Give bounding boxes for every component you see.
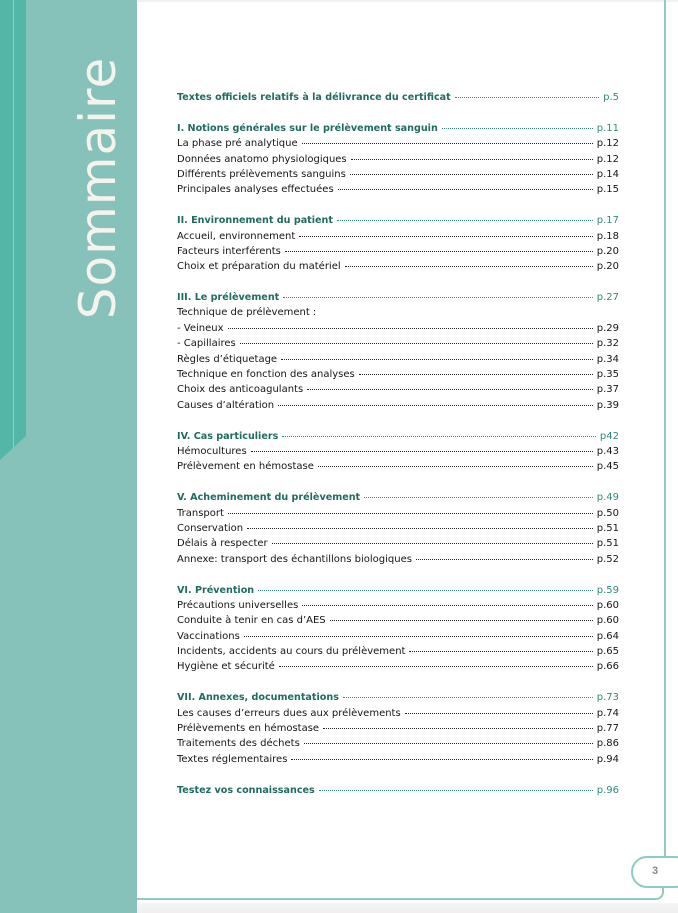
toc-section [177, 690, 619, 767]
toc-page-ref: p.43 [596, 445, 619, 457]
dot-leader [364, 496, 593, 498]
dot-leader [442, 127, 593, 129]
toc-entry-label: Traitements des déchets [177, 738, 300, 750]
toc-entry-row[interactable] [177, 244, 619, 259]
toc-page-ref: p.66 [596, 661, 619, 673]
toc-entry-row[interactable] [177, 336, 619, 351]
sidebar-band [0, 0, 137, 913]
toc-section [177, 583, 619, 675]
toc-page-ref: p.51 [596, 522, 619, 534]
toc-heading-label: Textes officiels relatifs à la délivrance du certificat [177, 92, 451, 103]
toc-section [177, 490, 619, 567]
toc-page-ref: p.5 [603, 92, 619, 103]
toc-entry-row[interactable] [177, 736, 619, 751]
toc-entry-label: Précautions universelles [177, 599, 299, 611]
toc-entry-label: Incidents, accidents au cours du prélèvement [177, 646, 406, 658]
dot-leader [319, 789, 593, 791]
page-bottom-edge [137, 903, 678, 913]
toc-entry-label: Prélèvement en hémostase [177, 461, 314, 473]
toc-heading-row[interactable] [177, 490, 619, 505]
toc-heading-row[interactable] [177, 290, 619, 305]
toc-entry-row[interactable] [177, 459, 619, 474]
toc-entry-row[interactable] [177, 352, 619, 367]
toc-entry-row[interactable] [177, 644, 619, 659]
dot-leader [302, 604, 592, 606]
dot-leader [285, 250, 593, 252]
toc-entry-label: Prélèvements en hémostase [177, 723, 320, 735]
toc-entry-row[interactable] [177, 444, 619, 459]
dot-leader [343, 696, 593, 698]
toc-page-ref: p.86 [596, 738, 619, 750]
dot-leader [228, 327, 593, 329]
toc-entry-label: Principales analyses effectuées [177, 184, 334, 196]
dot-leader [409, 650, 592, 652]
toc-section [177, 429, 619, 475]
toc-page-ref: p.59 [596, 584, 619, 596]
dot-leader [307, 388, 593, 390]
toc-page-ref: p.32 [596, 338, 619, 350]
toc-entry-label: La phase pré analytique [177, 138, 298, 150]
toc-outro [177, 783, 619, 798]
toc-section [177, 121, 619, 198]
dot-leader [283, 296, 593, 298]
toc-entry-label: Différents prélèvements sanguins [177, 168, 346, 180]
toc-heading-row[interactable] [177, 583, 619, 598]
toc-entry-row[interactable] [177, 398, 619, 413]
toc-entry-row[interactable] [177, 613, 619, 628]
toc-page-ref: p.64 [596, 630, 619, 642]
toc-entry-label: Conduite à tenir en cas d’AES [177, 615, 326, 627]
toc-page-ref: p.29 [596, 322, 619, 334]
toc-entry-row[interactable] [177, 521, 619, 536]
toc-entry-row[interactable] [177, 552, 619, 567]
toc-entry-label: Vaccinations [177, 630, 240, 642]
toc-page-ref: p42 [599, 430, 619, 442]
toc-heading-label: VI. Prévention [177, 584, 255, 596]
toc-page-ref: p.50 [596, 507, 619, 519]
sidebar-title: Sommaire [69, 56, 127, 320]
toc-entry-row[interactable] [177, 598, 619, 613]
dot-leader [272, 542, 593, 544]
toc-page-ref: p.35 [596, 369, 619, 381]
sidebar-accent-stripe [0, 0, 26, 460]
toc-entry-row[interactable] [177, 367, 619, 382]
toc-page-ref: p.27 [596, 292, 619, 304]
dot-leader [291, 758, 592, 760]
toc-heading-row[interactable] [177, 783, 619, 798]
toc-entry-label: Technique en fonction des analyses [177, 369, 355, 381]
toc-page-ref: p.34 [596, 353, 619, 365]
toc-entry-label: Facteurs interférents [177, 245, 281, 257]
toc-entry-row[interactable] [177, 506, 619, 521]
toc-entry-row[interactable] [177, 259, 619, 274]
dot-leader [359, 373, 593, 375]
page-top-edge [137, 0, 678, 2]
toc-section [177, 213, 619, 275]
page-frame-bottom-border [137, 888, 664, 900]
toc-entry-row[interactable] [177, 182, 619, 197]
toc-page-ref: p.96 [596, 784, 619, 796]
dot-leader [330, 619, 593, 621]
toc-page-ref: p.74 [596, 707, 619, 719]
toc-heading-label: I. Notions générales sur le prélèvement sanguin [177, 122, 438, 134]
toc-entry-label: - Capillaires [177, 338, 236, 350]
dot-leader [299, 235, 592, 237]
toc-heading-label: Testez vos connaissances [177, 784, 315, 796]
dot-leader [416, 558, 593, 560]
dot-leader [302, 142, 593, 144]
dot-leader [337, 219, 593, 221]
page-number: 3 [652, 865, 659, 877]
toc-entry-label: Causes d’altération [177, 399, 275, 411]
dot-leader [338, 188, 593, 190]
toc-page-ref: p.77 [596, 723, 619, 735]
toc-entry-row[interactable] [177, 382, 619, 397]
toc-subheading [177, 305, 619, 320]
dot-leader [350, 173, 593, 175]
page-frame-right-border [664, 0, 666, 856]
toc-page-ref: p.15 [596, 184, 619, 196]
dot-leader [278, 404, 593, 406]
toc-page-ref: p.37 [596, 384, 619, 396]
toc-page-ref: p.52 [596, 553, 619, 565]
toc-entry-label: Transport [177, 507, 224, 519]
toc-entry-label: Choix et préparation du matériel [177, 261, 341, 273]
toc-page-ref: p.60 [596, 599, 619, 611]
toc-page-ref: p.73 [596, 692, 619, 704]
toc-entry-label: Données anatomo physiologiques [177, 153, 347, 165]
toc-entry-label: Les causes d’erreurs dues aux prélèvements [177, 707, 401, 719]
toc-heading-label: II. Environnement du patient [177, 215, 333, 227]
dot-leader [247, 527, 593, 529]
toc-page-ref: p.11 [596, 122, 619, 134]
toc-entry-label: Délais à respecter [177, 538, 268, 550]
table-of-contents [177, 90, 619, 813]
toc-entry-label: Conservation [177, 522, 244, 534]
toc-entry-row[interactable] [177, 721, 619, 736]
toc-entry-row[interactable] [177, 321, 619, 336]
sidebar-accent-line [13, 0, 14, 448]
toc-entry-label: Choix des anticoagulants [177, 384, 304, 396]
toc-page-ref: p.45 [596, 461, 619, 473]
dot-leader [323, 727, 593, 729]
toc-heading-label: IV. Cas particuliers [177, 430, 279, 442]
toc-page-ref: p.14 [596, 168, 619, 180]
toc-entry-row[interactable] [177, 659, 619, 674]
toc-heading-row[interactable] [177, 90, 619, 105]
toc-entry-row[interactable] [177, 152, 619, 167]
dot-leader [405, 712, 593, 714]
dot-leader [228, 512, 593, 514]
toc-page-ref: p.12 [596, 153, 619, 165]
toc-entry-label: Textes réglementaires [177, 753, 288, 765]
toc-entry-row[interactable] [177, 167, 619, 182]
toc-entry-label: Annexe: transport des échantillons biologiques [177, 553, 412, 565]
toc-page-ref: p.49 [596, 492, 619, 504]
dot-leader [281, 358, 593, 360]
dot-leader [455, 96, 599, 98]
toc-heading-label: III. Le prélèvement [177, 292, 280, 304]
dot-leader [351, 158, 593, 160]
toc-page-ref: p.51 [596, 538, 619, 550]
toc-heading-label: VII. Annexes, documentations [177, 692, 339, 704]
toc-entry-row[interactable] [177, 229, 619, 244]
toc-heading-row[interactable] [177, 213, 619, 228]
dot-leader [282, 435, 596, 437]
toc-page-ref: p.94 [596, 753, 619, 765]
toc-heading-row[interactable] [177, 121, 619, 136]
dot-leader [345, 265, 593, 267]
dot-leader [240, 342, 593, 344]
toc-page-ref: p.20 [596, 245, 619, 257]
toc-page-ref: p.65 [596, 646, 619, 658]
dot-leader [304, 742, 593, 744]
toc-entry-row[interactable] [177, 629, 619, 644]
dot-leader [318, 465, 593, 467]
toc-entry-row[interactable] [177, 536, 619, 551]
toc-heading-row[interactable] [177, 429, 619, 444]
toc-entry-label: Règles d’étiquetage [177, 353, 278, 365]
toc-entry-row[interactable] [177, 752, 619, 767]
toc-entry-row[interactable] [177, 136, 619, 151]
toc-page-ref: p.17 [596, 215, 619, 227]
dot-leader [244, 635, 593, 637]
toc-page-ref: p.12 [596, 138, 619, 150]
toc-section [177, 290, 619, 413]
toc-entry-row[interactable] [177, 706, 619, 721]
toc-page-ref: p.60 [596, 615, 619, 627]
toc-entry-label: Hémocultures [177, 445, 247, 457]
dot-leader [251, 450, 593, 452]
dot-leader [258, 589, 593, 591]
toc-heading-row[interactable] [177, 690, 619, 705]
toc-page-ref: p.18 [596, 230, 619, 242]
toc-entry-label: Accueil, environnement [177, 230, 296, 242]
toc-entry-label: - Veineux [177, 322, 224, 334]
toc-page-ref: p.39 [596, 399, 619, 411]
toc-entry-label: Hygiène et sécurité [177, 661, 275, 673]
toc-subheading-label: Technique de prélèvement : [177, 307, 317, 319]
toc-heading-label: V. Acheminement du prélèvement [177, 492, 361, 504]
toc-page-ref: p.20 [596, 261, 619, 273]
toc-intro [177, 90, 619, 105]
dot-leader [279, 665, 593, 667]
